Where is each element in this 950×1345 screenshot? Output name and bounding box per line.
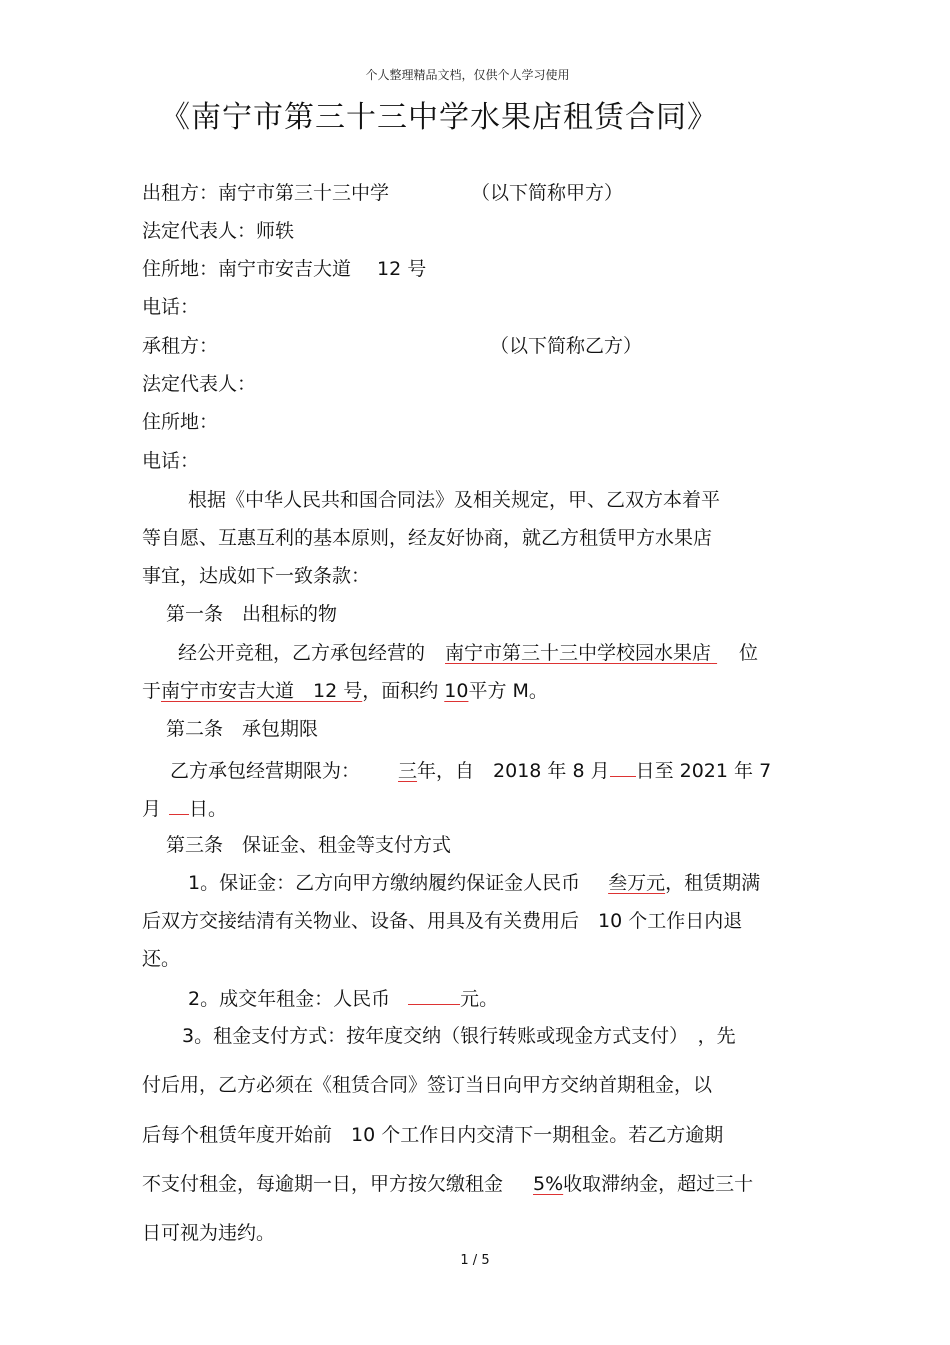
article-3-item-2 (188, 984, 498, 1012)
party-b-phone-label: 电话： (142, 450, 200, 472)
header-note: 个人整理精品文档，仅供个人学习使用 (365, 68, 570, 82)
party-a-label: 出租方： (142, 182, 219, 204)
party-a-phone-label: 电话： (142, 296, 200, 318)
party-a-abbr: （以下简称甲方） (471, 182, 624, 204)
late-fee-text: 不支付租金，每逾期一日，甲方按欠缴租金 (142, 1173, 504, 1195)
contract-title: 《南宁市第三十三中学水果店租赁合同》 (160, 100, 718, 135)
article-1-p2-mid: ，面积约 (362, 680, 439, 702)
party-b-abbr: （以下简称乙方） (490, 335, 643, 357)
lease-years: 三 (398, 760, 418, 782)
article-3-item-1 (188, 870, 760, 896)
article-2-day: 日。 (189, 798, 228, 820)
party-b-rep-line (142, 371, 256, 397)
annual-rent-blank (408, 984, 460, 1005)
article-3-heading: 第三条 保证金、租金等支付方式 (166, 834, 452, 856)
party-a-rep-line (142, 218, 294, 244)
article-3-item-1-line-2: 后双方交接结清有关物业、设备、用具及有关费用后 10 个工作日内退 (142, 910, 743, 932)
article-2-para-2 (142, 794, 227, 822)
article-2-heading: 第二条 承包期限 (166, 718, 319, 740)
article-1-p2-prefix: 于 (142, 680, 162, 702)
preamble-line-3: 事宜，达成如下一致条款： (142, 565, 371, 587)
party-b-line (142, 333, 642, 359)
article-1-heading: 第一条 出租标的物 (166, 603, 338, 625)
party-b-addr-label: 住所地： (142, 411, 219, 433)
article-1-text-tail: 位 (739, 642, 759, 664)
preamble-line-2: 等自愿、互惠互利的基本原则，经友好协商，就乙方租赁甲方水果店 (142, 527, 713, 549)
party-a-rep-label: 法定代表人： (142, 220, 257, 242)
store-address: 南宁市安吉大道 12 号 (161, 680, 363, 702)
annual-rent-unit: 元。 (460, 988, 499, 1010)
article-1-para-1 (178, 640, 758, 666)
party-b-rep-label: 法定代表人： (142, 373, 257, 395)
article-1-para-2 (142, 678, 548, 704)
party-a-addr: 南宁市安吉大道 (218, 258, 352, 280)
article-2-text: 乙方承包经营期限为： (170, 760, 361, 782)
article-3-item-3-line-2: 付后用，乙方必须在《租赁合同》签订当日向甲方交纳首期租金，以 (142, 1074, 713, 1096)
party-a-phone-line (142, 294, 199, 320)
deposit-text: 1。保证金：乙方向甲方缴纳履约保证金人民币 (188, 872, 581, 894)
party-b-addr-line (142, 409, 218, 435)
article-3-item-3-line-5: 日可视为违约。 (142, 1222, 276, 1244)
party-a-addr-label: 住所地： (142, 258, 219, 280)
article-3-item-3-line-4 (142, 1171, 753, 1197)
article-3-item-3-line-1: 3。租金支付方式：按年度交纳（银行转账或现金方式支付） ，先 (182, 1025, 736, 1047)
article-2-para-1 (170, 756, 771, 784)
late-fee-rate: 5% (533, 1173, 564, 1195)
party-b-phone-line (142, 448, 199, 474)
article-1-p2-unit: 平方 M。 (468, 680, 548, 702)
article-1-text: 经公开竞租，乙方承包经营的 (178, 642, 426, 664)
store-name-underline-tail (711, 640, 733, 666)
party-a-rep: 师轶 (256, 220, 295, 242)
party-a-addr-line (142, 256, 426, 282)
late-fee-text-tail: 收取滞纳金，超过三十 (563, 1173, 754, 1195)
party-a-name: 南宁市第三十三中学 (218, 182, 390, 204)
article-3-item-1-line-3: 还。 (142, 948, 181, 970)
preamble-line-1: 根据《中华人民共和国合同法》及相关规定，甲、乙双方本着平 (188, 489, 721, 511)
article-2-month: 月 (142, 798, 162, 820)
article-3-item-3-line-3: 后每个租赁年度开始前 10 个工作日内交清下一期租金。若乙方逾期 (142, 1124, 724, 1146)
store-area: 10 (444, 680, 469, 702)
annual-rent-text: 2。成交年租金：人民币 (188, 988, 391, 1010)
article-2-end: 日至 2021 年 7 (635, 760, 772, 782)
deposit-amount: 叁万元 (608, 872, 666, 894)
end-day-blank (169, 794, 189, 815)
deposit-text-tail: ，租赁期满 (665, 872, 761, 894)
article-2-start: 年，自 2018 年 8 月 (417, 760, 610, 782)
start-day-blank (610, 756, 636, 777)
party-a-line (142, 180, 623, 206)
party-a-addr-num: 12 号 (377, 258, 427, 280)
page-number: 1 / 5 (460, 1253, 490, 1268)
store-name: 南宁市第三十三中学校园水果店 (445, 642, 712, 664)
party-b-label: 承租方： (142, 335, 219, 357)
